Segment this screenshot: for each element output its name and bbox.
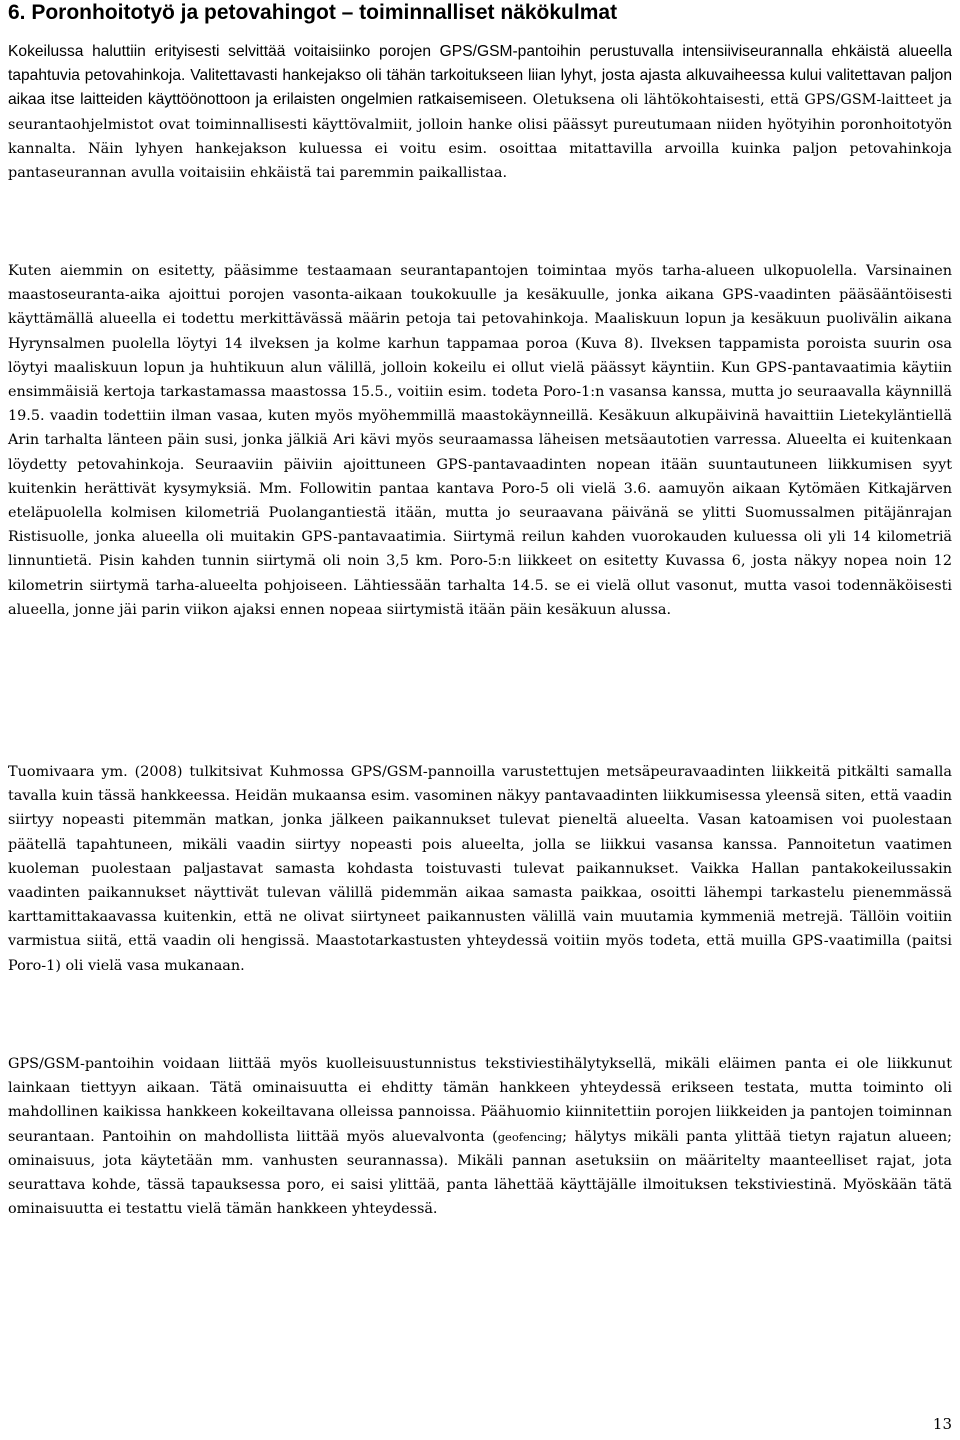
section-heading: 6. Poronhoitotyö ja petovahingot – toiminnalliset näkökulmat <box>8 1 618 24</box>
page-number: 13 <box>932 1415 952 1433</box>
paragraph-1-sans-part: Kokeilussa haluttiin erityisesti selvittää voitaisiinko porojen GPS/GSM-pantoihin perustuvalla intensiiviseurannalla ehkäistä alueella tapahtuvia petovahinkoja. Valitettavasti hankejakso oli tähän tarkoitukseen liian lyhyt, josta ajasta alkuvaiheessa kului valitettavan paljon aikaa itse laitteiden käyttöönottoon ja erilaisten ongelmien ratkaisemiseen. <box>8 43 952 109</box>
paragraph-4-geofencing-term: geofencing <box>497 1129 563 1144</box>
paragraph-4 <box>8 1052 952 1221</box>
paragraph-1-serif-part: Oletuksena oli lähtökohtaisesti, että GPS/GSM-laitteet ja seurantaohjelmistot ovat toiminnallisesti käyttövalmiit, jolloin hanke olisi päässyt pureutumaan niiden hyötyihin poronhoitotyön kannalta. Näin lyhyen hankejakson kuluessa ei voitu esim. osoittaa mitattavilla arvoilla kuinka paljon petovahinkoja pantaseurannan avulla voitaisiin ehkäistä tai paremmin paikallistaa. <box>8 92 953 182</box>
paragraph-4-after: ; hälytys mikäli panta ylittää tietyn rajatun alueen; ominaisuus, jota käytetään mm. vanhusten seurannassa). Mikäli pannan asetuksiin on määritelty maanteelliset rajat, jota seurattava kohde, tässä tapauksessa poro, ei saisi ylittää, panta lähettää käyttäjälle ilmoituksen tekstiviestinä. Myöskään tätä ominaisuutta ei testattu vielä tämän hankkeen yhteydessä. <box>8 1128 952 1218</box>
paragraph-2: Kuten aiemmin on esitetty, pääsimme testaamaan seurantapantojen toimintaa myös tarha-alueen ulkopuolella. Varsinainen maastoseuranta-aika ajoittui porojen vasonta-aikaan toukokuulle ja kesäkuulle, jonka aikana GPS-vaadinten pääsääntöisesti käyttämällä alueella ei todettu merkittävässä määrin petoja tai petovahinkoja. Maaliskuun lopun ja kesäkuun puolivälin aikana Hyrynsalmen puolella löytyi 14 ilveksen ja kolme karhun tappamaa poroa (Kuva 8). Ilveksen tappamista poroista suurin osa löytyi maaliskuun lopun ja huhtikuun alun välillä, jolloin kokeilu ei ollut vielä päässyt käyntiin. Kun GPS-pantavaatimia käytiin ensimmäisiä kertoja tarkastamassa maastossa 15.5., voitiin esim. todeta Poro-1:n vasansa kanssa, mutta jo seuraavalla käynnillä 19.5. vaadin todettiin ilman vasaa, kuten myös myöhemmillä maastokäynneillä. Kesäkuun alkupäivinä havaittiin Lietekyläntiellä Arin tarhalta länteen päin susi, jonka jälkiä Ari kävi myös seuraamassa läheisen metsäautotien varressa. Alueelta ei kuitenkaan löydetty petovahinkoja. Seuraaviin päiviin ajoittuneen GPS-pantavaadinten nopean itään suuntautuneen liikkumisen syyt kuitenkin herättivät kysymyksiä. Mm. Followitin pantaa kantava Poro-5 oli vielä 3.6. aamuyön aikaan Kytömäen Kitkajärven eteläpuolella kolmisen kilometriä Puolangantiestä itään, mutta jo seuraavana päivänä se ylitti Suomussalmen pitäjänrajan Ristisuolle, jonka alueella oli muitakin GPS-pantavaatimia. Siirtymä reilun kahden vuorokauden kuluessa oli yli 14 kilometriä linnuntietä. Pisin kahden tunnin siirtymä oli noin 3,5 km. Poro-5:n liikkeet on esitetty Kuvassa 6, josta näkyy nopea noin 12 kilometrin siirtymä tarha-alueelta pohjoiseen. Lähtiessään tarhalta 14.5. se ei vielä ollut vasonut, mutta vasoi todennäköisesti alueella, jonne jäi parin viikon ajaksi ennen nopeaa siirtymistä itään päin kesäkuun alussa. <box>8 263 952 618</box>
paragraph-1 <box>8 40 952 185</box>
paragraph-3: Tuomivaara ym. (2008) tulkitsivat Kuhmossa GPS/GSM-pannoilla varustettujen metsäpeuravaadinten liikkeitä pitkälti samalla tavalla kuin tässä hankkeessa. Heidän mukaansa esim. vasominen näkyy pantavaadinten liikkumisessa yleensä siten, että vaadin siirtyy nopeasti pitemmän matkan, jonka jälkeen paikannukset tulevat pieneltä alueelta. Vasan katoamisen voi puolestaan päätellä tapahtuneen, mikäli vaadin siirtyy nopeasti pois alueelta, jolla se liikkui vasansa kanssa. Pannoitetun vaatimen kuoleman puolestaan paljastavat samasta kohdasta toistuvasti tulevat paikannukset. Vaikka Hallan pantakokeilussakin vaadinten paikannukset näyttivät tulevan välillä pidemmän aikaa samasta paikkaa, osoitti lähempi tarkastelu pienemmässä karttamittakaavassa kuitenkin, että ne olivat siirtyneet paikannusten välillä vain muutamia kymmeniä metrejä. Tällöin voitiin varmistua siitä, että vaadin oli hengissä. Maastotarkastusten yhteydessä voitiin myös todeta, että muilla GPS-vaatimilla (paitsi Poro-1) oli vielä vasa mukanaan. <box>8 764 952 974</box>
paragraph-4-before: GPS/GSM-pantoihin voidaan liittää myös kuolleisuustunnistus tekstiviestihälytyksellä, mikäli eläimen panta ei ole liikkunut lainkaan tiettyyn aikaan. Tätä ominaisuutta ei ehditty tämän hankkeen yhteydessä erikseen testata, mutta toiminto oli mahdollinen kaikissa hankkeen kokeiltavana olleissa pannoissa. Päähuomio kiinnitettiin porojen liikkeiden ja pantojen toiminnan seurantaan. Pantoihin on mahdollista liittää myös aluevalvonta ( <box>8 1056 952 1145</box>
